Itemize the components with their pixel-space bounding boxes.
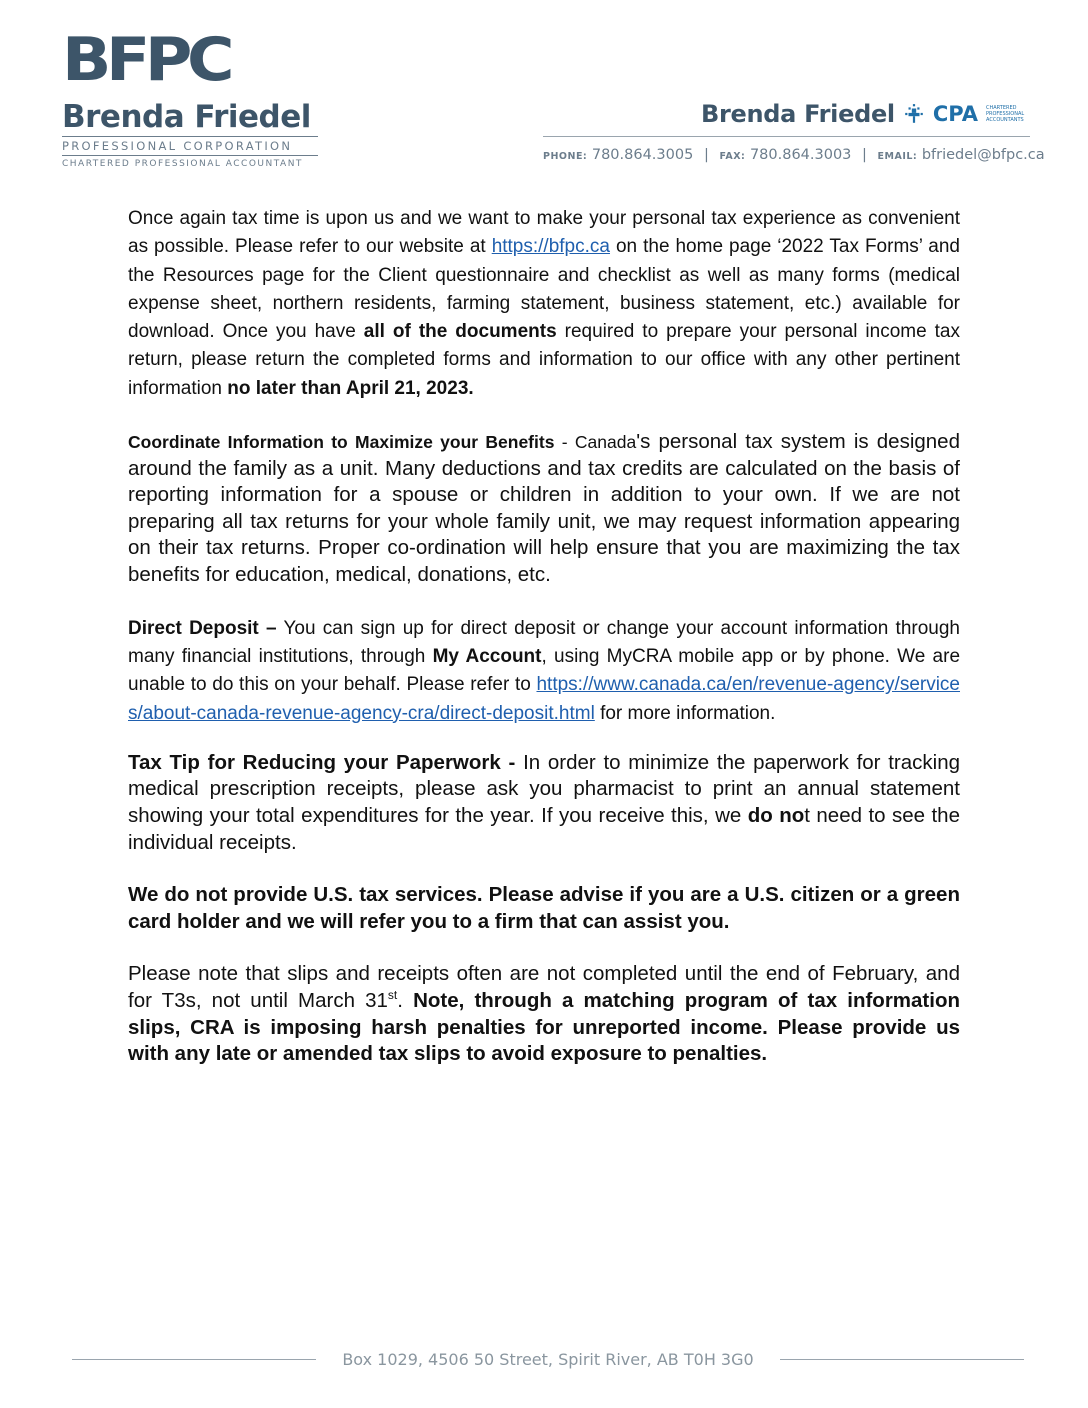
logo-name: Brenda Friedel	[62, 99, 311, 135]
us-services-paragraph	[128, 882, 960, 935]
logo-designation: CHARTERED PROFESSIONAL ACCOUNTANT	[62, 159, 303, 169]
paperwork-heading: Tax Tip for Reducing your Paperwork -	[128, 750, 516, 774]
intro-text: on the home page ‘2022 Tax Forms’ and the Resources page for the Client questionnaire and checklist as well as many forms (medical expense sheet, northern residents, farming statement, business statement, etc.) available for download. Once you have	[128, 236, 960, 343]
spacer	[128, 935, 960, 961]
deposit-text: You can sign up for direct deposit or change your account information through many financial institutions, through	[128, 617, 960, 667]
intro-text: Once again tax time is upon us and we want to make your personal tax experience as convenient as possible. Please refer to our website at	[128, 208, 960, 258]
ordinal-superscript: st	[387, 988, 398, 1003]
email-address: bfriedel@bfpc.ca	[921, 147, 1045, 163]
deposit-text: for more information.	[594, 702, 776, 724]
slips-text: .	[397, 988, 414, 1012]
spacer	[128, 403, 960, 429]
us-services-notice: We do not provide U.S. tax services. Please advise if you are a U.S. citizen or a green card holder and we will refer you to a firm that can assist you.	[128, 883, 960, 933]
spacer	[128, 589, 960, 615]
coordinate-heading: Coordinate Information to Maximize your Benefits	[128, 432, 555, 453]
cpa-wordmark: CPA	[932, 102, 978, 126]
footer	[72, 1350, 1024, 1369]
bfpc-logo	[62, 25, 318, 169]
phone-number: 780.864.3005	[591, 147, 694, 163]
spacer	[128, 856, 960, 882]
separator: |	[862, 147, 867, 163]
letter-body	[128, 205, 960, 1068]
coordinate-text: 's personal tax system is designed around the family as a unit. Many deductions and tax credits are calculated on the basis of reporting information for a spouse or children in addition to your own. If we are not preparing all tax returns for your whole family unit, we may request information appearing on their tax returns. Proper co-ordination will help ensure that you are maximizing the tax benefits for education, medical, donations, etc.	[128, 430, 960, 587]
footer-rule-left	[72, 1359, 316, 1360]
fax-label: FAX:	[719, 151, 746, 162]
paperwork-paragraph	[128, 750, 960, 856]
logo-corporation: PROFESSIONAL CORPORATION	[62, 136, 318, 156]
brand-name: Brenda Friedel	[700, 100, 895, 128]
slips-text: Please note that slips and receipts often are not completed until the end of February, and for T3s, not until March 31	[128, 962, 960, 1012]
paperwork-text: In order to minimize the paperwork for tracking medical prescription receipts, please ask you pharmacist to print an annual statement showing your total expenditures for the year. If you receive this, we	[128, 750, 961, 828]
brand-row	[543, 100, 1030, 128]
intro-paragraph	[128, 205, 960, 403]
intro-emphasis: all of the documents	[363, 321, 557, 343]
phone-label: PHONE:	[543, 151, 588, 162]
fax-number: 780.864.3003	[749, 147, 852, 163]
my-account-emphasis: My Account	[432, 645, 542, 667]
letterhead-contact-block	[543, 100, 1045, 163]
footer-rule-right	[780, 1359, 1024, 1360]
cpa-tagline: CHARTERED PROFESSIONAL ACCOUNTANTS	[986, 105, 1025, 123]
direct-deposit-heading: Direct Deposit –	[128, 617, 277, 639]
deposit-text: , using MyCRA mobile app or by phone. We are unable to do this on your behalf. Please refer to	[128, 645, 961, 696]
direct-deposit-paragraph	[128, 615, 960, 728]
contact-line	[543, 147, 1045, 163]
penalty-warning: Note, through a matching program of tax information slips, CRA is imposing harsh penalties for unreported income. Please provide us with any late or amended tax slips to avoid exposure to penalties.	[128, 988, 960, 1066]
slips-paragraph	[128, 961, 960, 1067]
coordinate-paragraph	[128, 429, 960, 589]
cra-direct-deposit-link[interactable]: https://www.canada.ca/en/revenue-agency/services/about-canada-revenue-agency-cra/direct-deposit.html	[128, 674, 960, 724]
intro-text: required to prepare your personal income tax return, please return the completed forms and information to our office with any other pertinent information	[128, 321, 960, 399]
website-link[interactable]: https://bfpc.ca	[491, 236, 610, 258]
footer-address: Box 1029, 4506 50 Street, Spirit River, AB T0H 3G0	[342, 1350, 754, 1369]
deadline-text: no later than April 21, 2023.	[227, 377, 474, 399]
paperwork-text: t need to see the individual receipts.	[128, 804, 960, 854]
separator: |	[703, 147, 709, 163]
logo-mark: BFPC	[62, 25, 230, 95]
header-divider	[543, 136, 1030, 137]
email-label: EMAIL:	[877, 151, 918, 162]
maple-leaf-icon	[903, 103, 925, 125]
spacer	[128, 728, 960, 750]
coordinate-lead: - Canada	[554, 432, 637, 453]
paperwork-emphasis: do no	[747, 804, 805, 828]
